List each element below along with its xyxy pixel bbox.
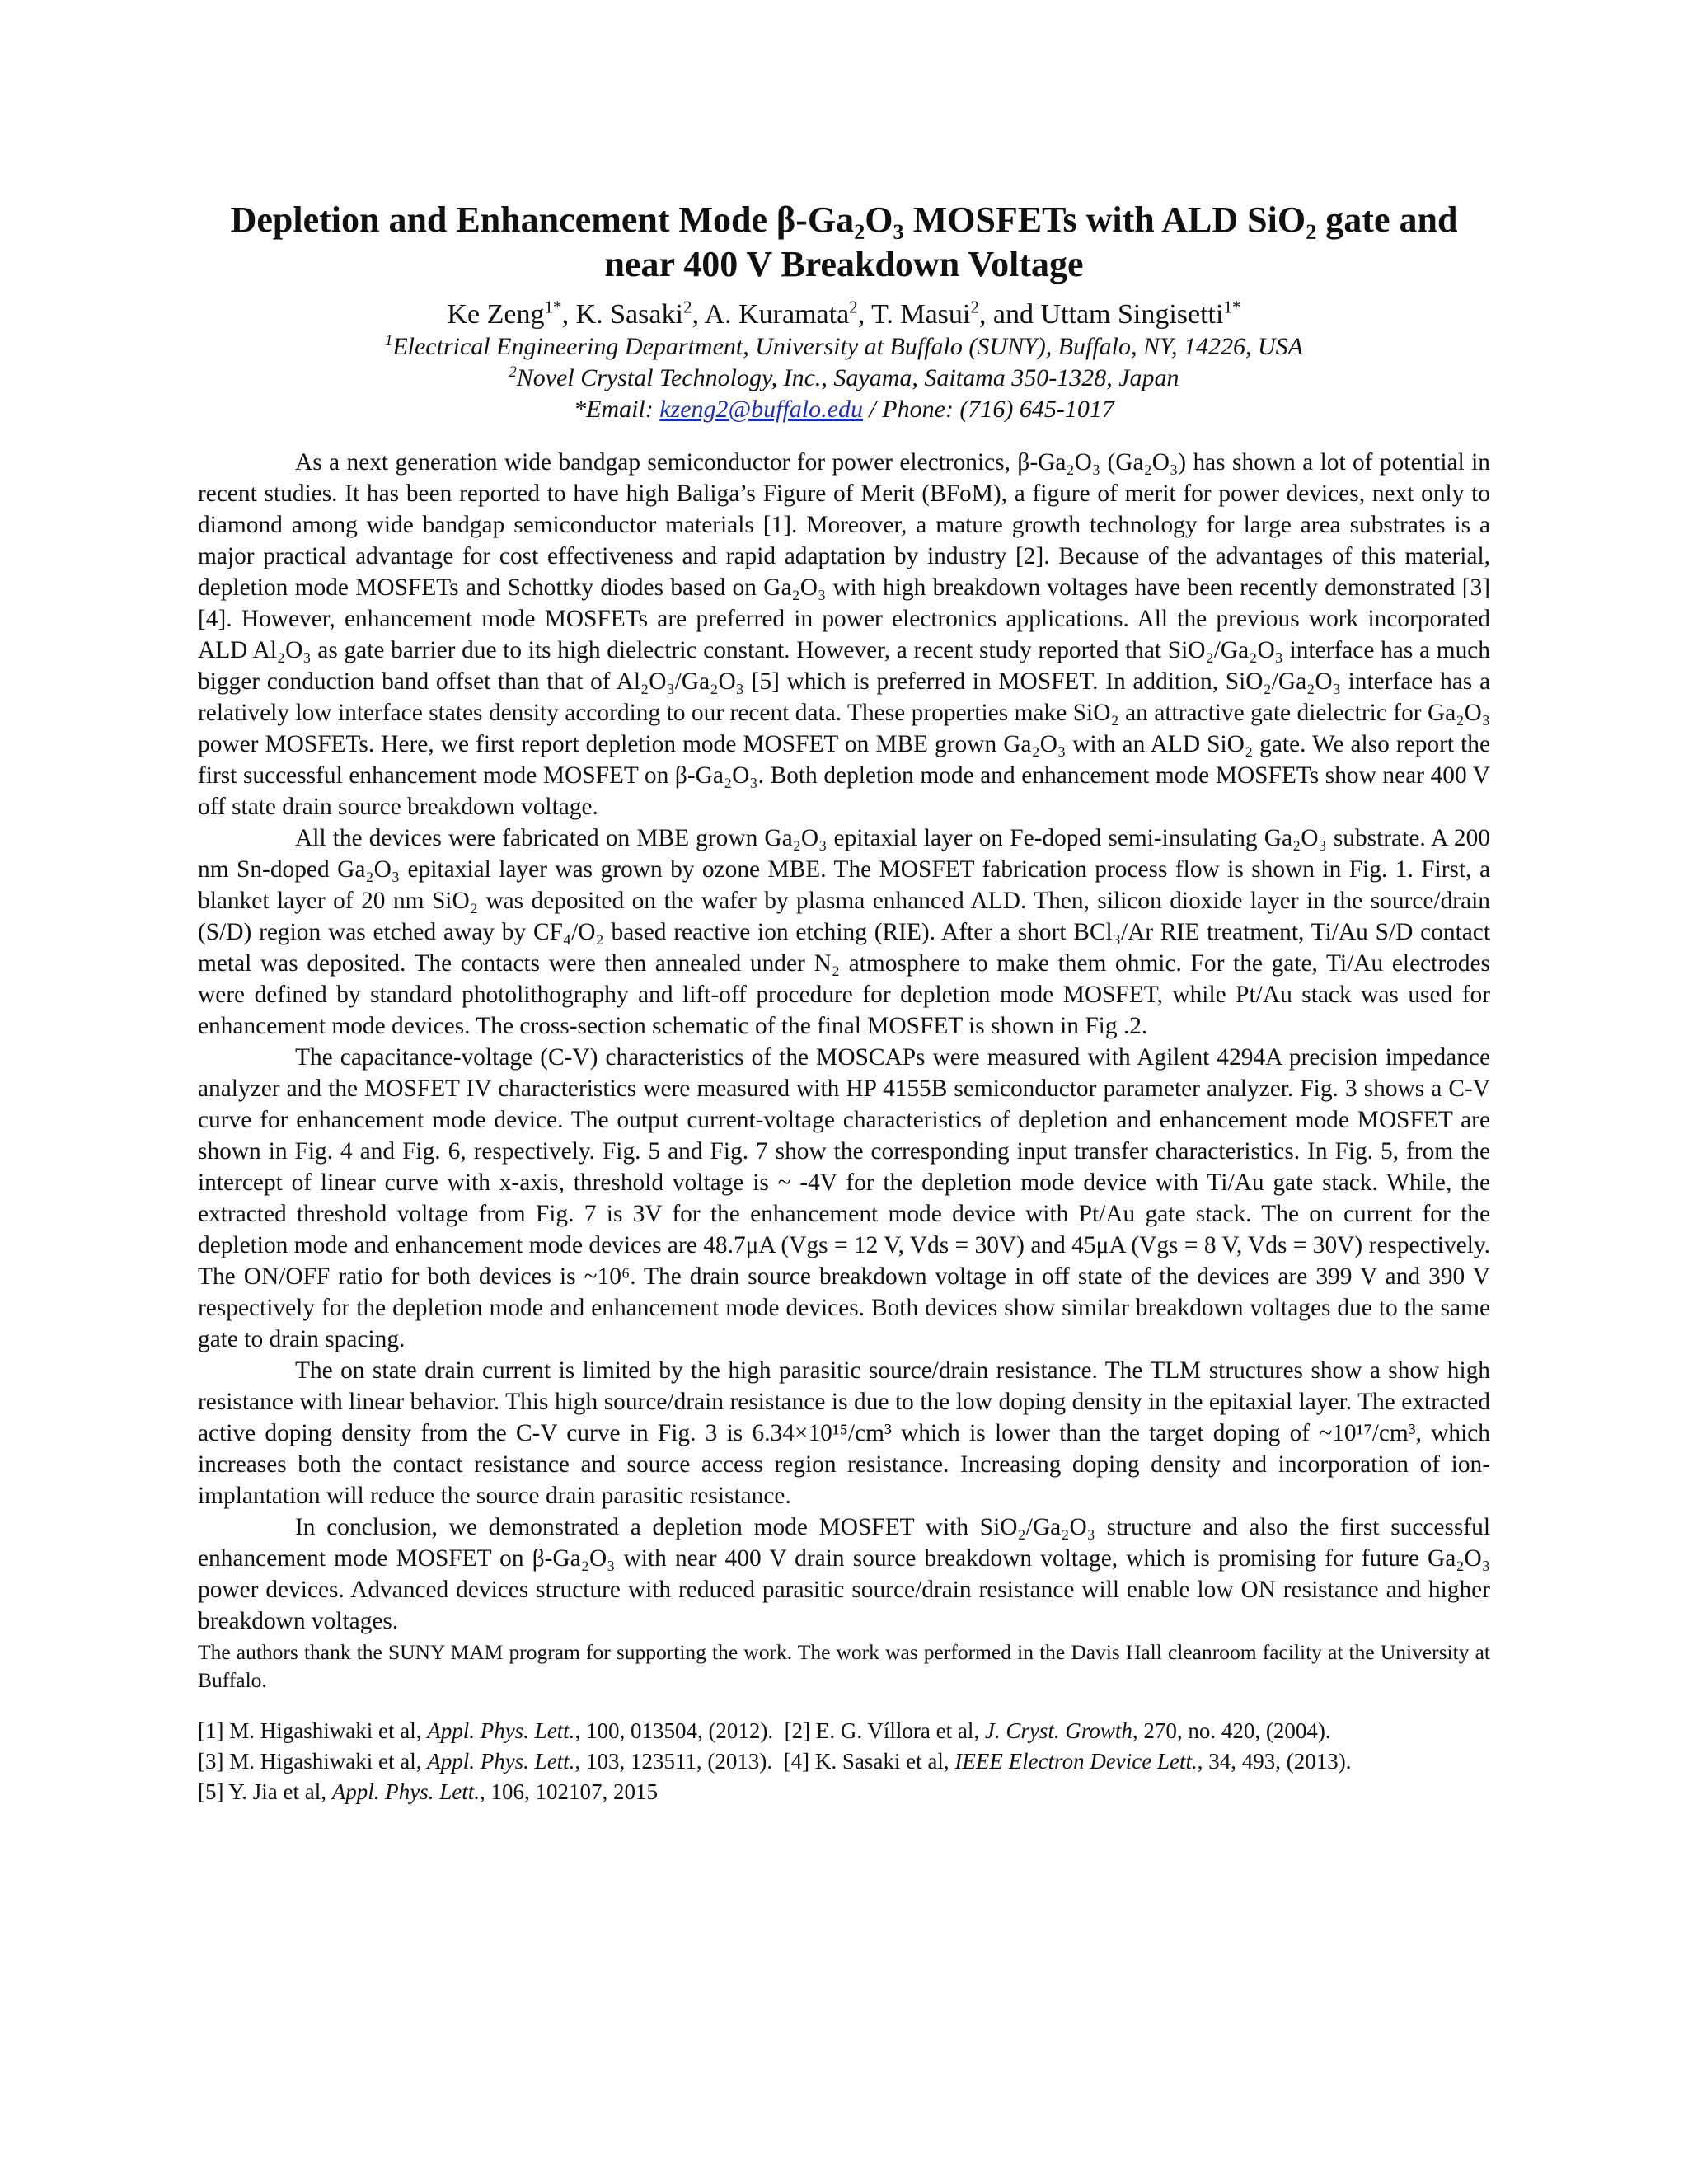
paper-page [198,198,1490,1807]
email-link[interactable]: kzeng2@buffalo.edu [659,396,863,423]
reference-list [198,1716,1490,1807]
reference: [5] Y. Jia et al, Appl. Phys. Lett., 106, 102107, 2015 [198,1779,658,1804]
body-paragraph: The capacitance-voltage (C-V) characteristics of the MOSCAPs were measured with Agilent 4294A precision impedance analyzer and the MOSFET IV characteristics were measured with HP 4155B semiconductor parameter analyzer. Fig. 3 shows a C-V curve for enhancement mode device. The output current-voltage characteristics of depletion and enhancement mode MOSFET are shown in Fig. 4 and Fig. 6, respectively. Fig. 5 and Fig. 7 show the corresponding input transfer characteristics. In Fig. 5, from the intercept of linear curve with x-axis, threshold voltage is ~ -4V for the depletion mode device with Ti/Au gate stack. While, the extracted threshold voltage from Fig. 7 is 3V for the enhancement mode device with Pt/Au gate stack. The on current for the depletion mode and enhancement mode devices are 48.7μA (Vgs = 12 V, Vds = 30V) and 45μA (Vgs = 8 V, Vds = 30V) respectively. The ON/OFF ratio for both devices is ~10⁶. The drain source breakdown voltage in off state of the devices are 399 V and 390 V respectively for the depletion mode and enhancement mode devices. Both devices show similar breakdown voltages due to the same gate to drain spacing. [198,1044,1490,1352]
author-list: Ke Zeng$^{1*}$, K. Sasaki$^2$, A. Kuramata$^2$, T. Masui$^2$, and Uttam Singisetti$^{1*}$ [447,297,1241,330]
author: K. Sasaki$^2$ [575,297,692,330]
author: T. Masui$^2$ [871,297,979,330]
reference-line [198,1716,1490,1746]
acknowledgement: The authors thank the SUNY MAM program for supporting the work. The work was performed in the Davis Hall cleanroom facility at the University at Buffalo. [198,1640,1490,1692]
reference: [3] M. Higashiwaki et al, Appl. Phys. Lett., 103, 123511, (2013). [198,1749,773,1774]
author: Ke Zeng$^{1*}$ [447,297,562,330]
paper-body [198,447,1490,1637]
body-paragraph: In conclusion, we demonstrated a depletion mode MOSFET with SiO₂/Ga₂O₃ structure and also the first successful enhancement mode MOSFET on β-Ga₂O₃ with near 400 V drain source breakdown voltage, which is promising for future Ga₂O₃ power devices. Advanced devices structure with reduced parasitic source/drain resistance will enable low ON resistance and higher breakdown voltages. [198,1514,1490,1634]
reference-line [198,1746,1490,1777]
body-paragraph: The on state drain current is limited by the high parasitic source/drain resistance. The TLM structures show a show high resistance with linear behavior. This high source/drain resistance is due to the low doping density in the epitaxial layer. The extracted active doping density from the C-V curve in Fig. 3 is 6.34×10¹⁵/cm³ which is lower than the target doping of ~10¹⁷/cm³, which increases both the contact resistance and source access region resistance. Increasing doping density and incorporation of ion-implantation will reduce the source drain parasitic resistance. [198,1357,1490,1509]
contact-line: *Email: kzeng2@buffalo.edu / Phone: (716) 645-1017 [574,396,1114,423]
reference: [2] E. G. Víllora et al, J. Cryst. Growth, 270, no. 420, (2004). [784,1718,1331,1743]
reference: [4] K. Sasaki et al, IEEE Electron Device Lett., 34, 493, (2013). [783,1749,1352,1774]
author: Uttam Singisetti$^{1*}$ [1040,297,1241,330]
author: A. Kuramata$^2$ [704,297,858,330]
affiliation: $^1$Electrical Engineering Department, University at Buffalo (SUNY), Buffalo, NY, 14226, USA [385,332,1303,360]
paper-title: Depletion and Enhancement Mode β-Ga₂O₃ MOSFETs with ALD SiO₂ gate and near 400 V Breakdown Voltage [230,199,1458,284]
body-paragraph: As a next generation wide bandgap semiconductor for power electronics, β-Ga₂O₃ (Ga₂O₃) has shown a lot of potential in recent studies. It has been reported to have high Baliga’s Figure of Merit (BFoM), a figure of merit for power devices, next only to diamond among wide bandgap semiconductor materials [1]. Moreover, a mature growth technology for large area substrates is a major practical advantage for cost effectiveness and rapid adaptation by industry [2]. Because of the advantages of this material, depletion mode MOSFETs and Schottky diodes based on Ga₂O₃ with high breakdown voltages have been recently demonstrated [3][4]. However, enhancement mode MOSFETs are preferred in power electronics applications. All the previous work incorporated ALD Al₂O₃ as gate barrier due to its high dielectric constant. However, a recent study reported that SiO₂/Ga₂O₃ interface has a much bigger conduction band offset than that of Al₂O₃/Ga₂O₃ [5] which is preferred in MOSFET. In addition, SiO₂/Ga₂O₃ interface has a relatively low interface states density according to our recent data. These properties make SiO₂ an attractive gate dielectric for Ga₂O₃ power MOSFETs. Here, we first report depletion mode MOSFET on MBE grown Ga₂O₃ with an ALD SiO₂ gate. We also report the first successful enhancement mode MOSFET on β-Ga₂O₃. Both depletion mode and enhancement mode MOSFETs show near 400 V off state drain source breakdown voltage. [198,449,1490,820]
reference-line [198,1777,1490,1807]
reference: [1] M. Higashiwaki et al, Appl. Phys. Lett., 100, 013504, (2012). [198,1718,774,1743]
affiliation: $^2$Novel Crystal Technology, Inc., Sayama, Saitama 350-1328, Japan [509,363,1179,391]
body-paragraph: All the devices were fabricated on MBE grown Ga₂O₃ epitaxial layer on Fe-doped semi-insulating Ga₂O₃ substrate. A 200 nm Sn-doped Ga₂O₃ epitaxial layer was grown by ozone MBE. The MOSFET fabrication process flow is shown in Fig. 1. First, a blanket layer of 20 nm SiO₂ was deposited on the wafer by plasma enhanced ALD. Then, silicon dioxide layer in the source/drain (S/D) region was etched away by CF₄/O₂ based reactive ion etching (RIE). After a short BCl₃/Ar RIE treatment, Ti/Au S/D contact metal was deposited. The contacts were then annealed under N₂ atmosphere to make them ohmic. For the gate, Ti/Au electrodes were defined by standard photolithography and lift-off procedure for depletion mode MOSFET, while Pt/Au stack was used for enhancement mode devices. The cross-section schematic of the final MOSFET is shown in Fig .2. [198,825,1490,1039]
